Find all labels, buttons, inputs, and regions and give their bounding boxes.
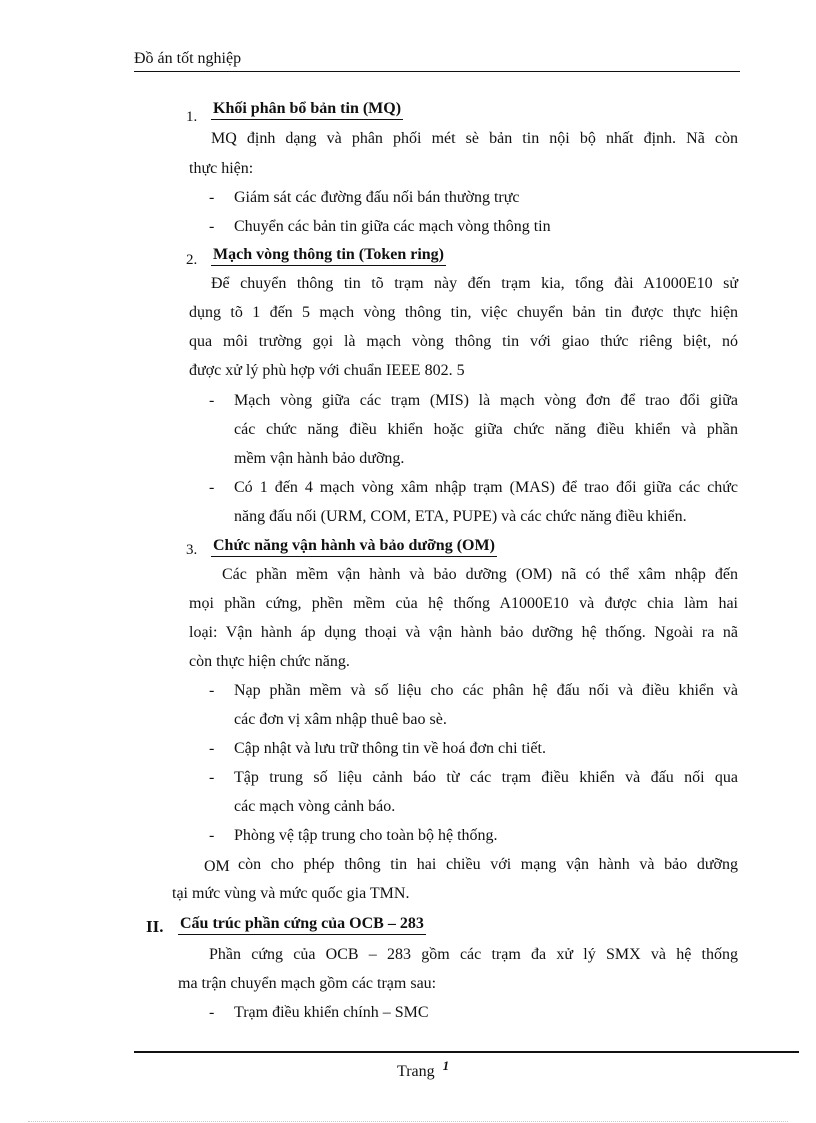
section-3-bullet: Cập nhật và lưu trữ thông tin về hoá đơn chi tiết. — [234, 740, 546, 757]
section-1-bullet: Giám sát các đường đấu nối bán thường trực — [234, 189, 520, 206]
section-3-bullet-line: Nạp phần mềm và số liệu cho các phân hệ đấu nối và điều khiển và — [234, 682, 738, 699]
section-2-bullet-line: năng đấu nối (URM, COM, ETA, PUPE) và các chức năng điều khiển. — [234, 508, 687, 525]
section-2-heading: Mạch vòng thông tin (Token ring) — [211, 245, 446, 266]
section-2-para-line: được xử lý phù hợp với chuẩn IEEE 802. 5 — [189, 362, 465, 379]
header-divider — [134, 71, 740, 72]
section-3-bullet: Phòng vệ tập trung cho toàn bộ hệ thống. — [234, 827, 498, 844]
section-2-bullet-line: Mạch vòng giữa các trạm (MIS) là mạch vòng đơn để trao đổi giữa — [234, 392, 738, 409]
section-II-bullet: Trạm điều khiển chính – SMC — [234, 1004, 429, 1021]
section-1-bullet: Chuyển các bản tin giữa các mạch vòng thông tin — [234, 218, 551, 235]
bullet-marker: - — [209, 479, 215, 496]
section-3-bullet-line: Tập trung số liệu cảnh báo từ các trạm điều khiển và đấu nối qua — [234, 769, 738, 786]
section-2-number: 2. — [186, 252, 198, 268]
section-3-para-line: còn thực hiện chức năng. — [189, 653, 350, 670]
bullet-marker: - — [209, 682, 215, 699]
section-2-para-line: dụng tõ 1 đến 5 mạch vòng thông tin, việc chuyển bản tin được thực hiện — [189, 304, 738, 321]
page-footer — [397, 1055, 449, 1083]
section-3-closing-om: OM — [204, 858, 230, 875]
bullet-marker: - — [209, 769, 215, 786]
section-II-number: II. — [146, 917, 164, 936]
section-II-para-line: Phần cứng của OCB – 283 gồm các trạm đa xử lý SMX và hệ thống — [209, 946, 738, 963]
bullet-marker: - — [209, 740, 215, 757]
bullet-marker: - — [209, 827, 215, 844]
section-1-para-line: thực hiện: — [189, 160, 254, 177]
section-2-bullet-line: mềm vận hành bảo dưỡng. — [234, 450, 405, 467]
footer-label: Trang — [397, 1063, 435, 1080]
section-3-closing-line: còn cho phép thông tin hai chiều với mạng vận hành và bảo dưỡng — [238, 856, 738, 873]
section-II-heading: Cấu trúc phần cứng của OCB – 283 — [178, 914, 426, 935]
section-1-number: 1. — [186, 109, 198, 125]
page-edge — [28, 1121, 788, 1122]
section-II-para-line: ma trận chuyển mạch gồm các trạm sau: — [178, 975, 437, 992]
section-3-heading: Chức năng vận hành và bảo dưỡng (OM) — [211, 536, 497, 557]
section-2-para-line: qua môi trường gọi là mạch vòng thông tin với giao thức riêng biệt, nó — [189, 333, 738, 350]
page-number: 1 — [442, 1058, 450, 1073]
section-1-para-line: MQ định dạng và phân phối mét sè bản tin nội bộ nhất định. Nã còn — [211, 130, 738, 147]
section-2-para-line: Để chuyển thông tin tõ trạm này đến trạm kia, tổng đài A1000E10 sử — [211, 275, 738, 292]
section-3-para-line: Các phần mềm vận hành và bảo dưỡng (OM) nã có thể xâm nhập đến — [222, 566, 738, 583]
section-2-bullet-line: các chức năng điều khiển hoặc giữa chức năng điều khiển và phần — [234, 421, 738, 438]
section-3-bullet-line: các đơn vị xâm nhập thuê bao sè. — [234, 711, 447, 728]
section-1-heading: Khối phân bổ bản tin (MQ) — [211, 99, 403, 120]
section-3-number: 3. — [186, 542, 198, 558]
section-3-closing-line: tại mức vùng và mức quốc gia TMN. — [172, 885, 410, 902]
page-header: Đồ án tốt nghiệp — [134, 50, 242, 67]
section-3-bullet-line: các mạch vòng cảnh báo. — [234, 798, 396, 815]
section-2-bullet-line: Có 1 đến 4 mạch vòng xâm nhập trạm (MAS) để trao đổi giữa các chức — [234, 479, 738, 496]
bullet-marker: - — [209, 189, 215, 206]
footer-divider — [134, 1051, 799, 1053]
section-3-para-line: loại: Vận hành áp dụng thoại và vận hành bảo dưỡng hệ thống. Ngoài ra nã — [189, 624, 738, 641]
bullet-marker: - — [209, 392, 215, 409]
bullet-marker: - — [209, 1004, 215, 1021]
bullet-marker: - — [209, 218, 215, 235]
section-3-para-line: mọi phần cứng, phền mềm của hệ thống A1000E10 và được chia làm hai — [189, 595, 738, 612]
